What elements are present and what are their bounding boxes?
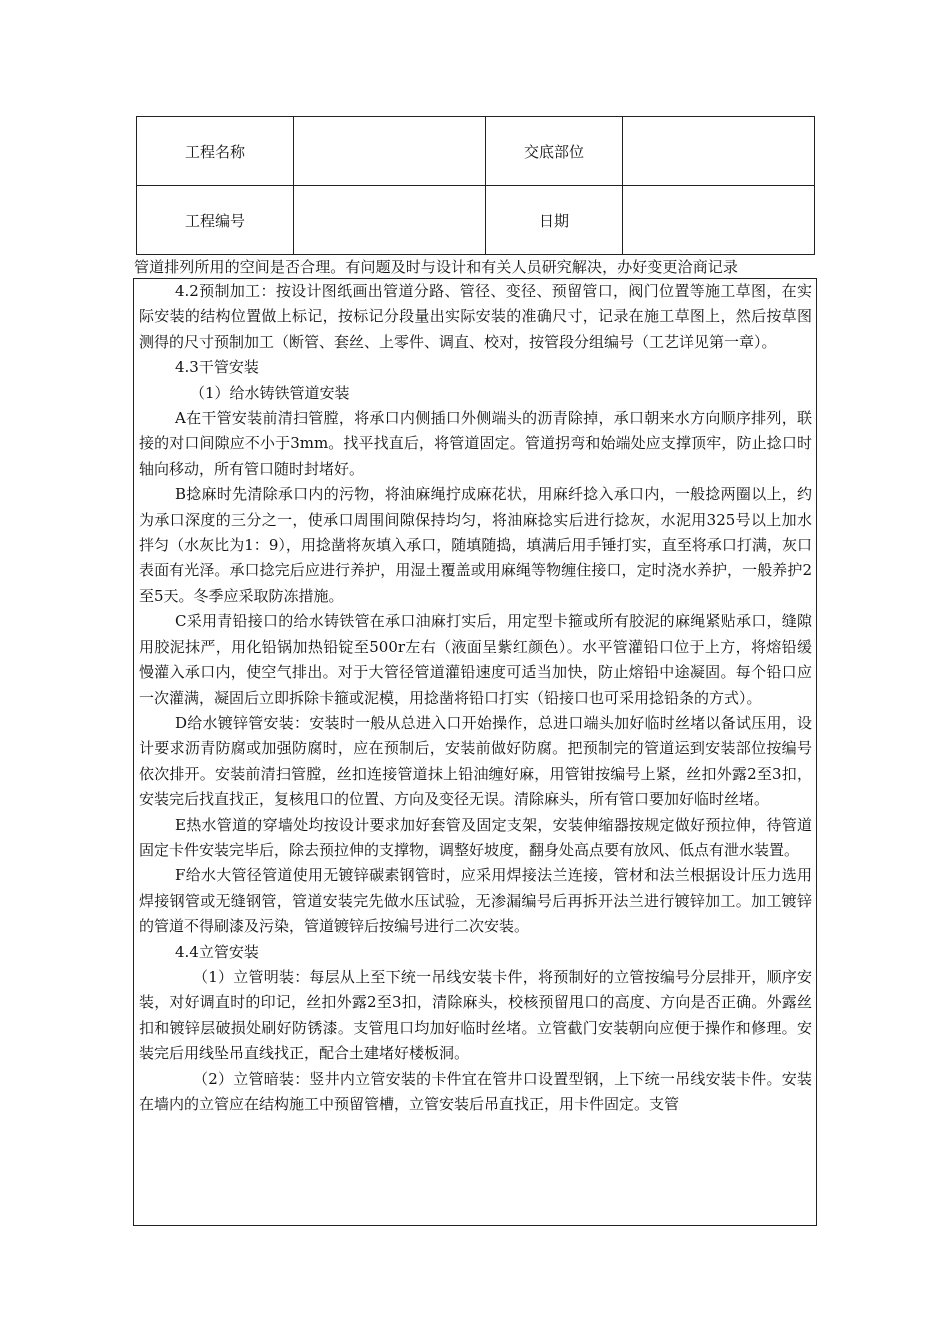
heading-4-4: 4.4立管安装 xyxy=(175,942,259,961)
project-name-value[interactable] xyxy=(294,117,486,186)
heading-4-3: 4.3干管安装 xyxy=(175,358,259,377)
paragraph-f: F给水大管径管道使用无镀锌碳素钢管时，应采用焊接法兰连接，管材和法兰根据设计压力选用焊接钢管或无缝钢管，管道安装完先做水压试验，无渗漏编号后再拆开法兰进行镀锌加工。加工镀锌的管道不得刷漆及污染，管道镀锌后按编号进行二次安装。 xyxy=(139,866,812,936)
project-name-label: 工程名称 xyxy=(137,117,294,186)
paragraph-c: C采用青铅接口的给水铸铁管在承口油麻打实后，用定型卡箍或所有胶泥的麻绳紧贴承口，缝隙用胶泥抹严，用化铅锅加热铅锭至500r左右（液面呈紫红颜色）。水平管灌铅口位于上方，将熔铅缓慢灌入承口内，使空气排出。对于大管径管道灌铅速度可适当加快，防止熔铅中途凝固。每个铅口应一次灌满，凝固后立即拆除卡箍或泥模，用捻凿将铅口打实（铅接口也可采用捻铅条的方式）。 xyxy=(139,612,812,707)
paragraph-riser-concealed: （2）立管暗装：竖井内立管安装的卡件宜在管井口设置型钢，上下统一吊线安装卡件。安装在墙内的立管应在结构施工中预留管槽，立管安装后吊直找正，用卡件固定。支管 xyxy=(139,1069,812,1113)
content-box xyxy=(133,278,817,1226)
project-number-value[interactable] xyxy=(294,186,486,255)
subheading-cast-iron: （1）给水铸铁管道安装 xyxy=(190,383,350,402)
handover-part-label: 交底部位 xyxy=(486,117,623,186)
overflow-text-line: 管道排列所用的空间是否合理。有问题及时与设计和有关人员研究解决，办好变更洽商记录 xyxy=(134,258,739,276)
paragraph-b: B捻麻时先清除承口内的污物，将油麻绳拧成麻花状，用麻纤捻入承口内，一般捻两圈以上，约为承口深度的三分之一，使承口周围间隙保持均匀，将油麻捻实后进行捻灰，水泥用325号以上加水拌匀（水灰比为1：9），用捻凿将灰填入承口，随填随捣，填满后用手锤打实，直至将承口打满，灰口表面有光泽。承口捻完后应进行养护，用湿土覆盖或用麻绳等物缠住接口，定时浇水养护，一般养护2至5天。冬季应采取防冻措施。 xyxy=(139,485,812,605)
paragraph-d: D给水镀锌管安装：安装时一般从总进入口开始操作，总进口端头加好临时丝堵以备试压用，设计要求沥青防腐或加强防腐时，应在预制后，安装前做好防腐。把预制完的管道运到安装部位按编号依次排开。安装前清扫管膛，丝扣连接管道抹上铅油缠好麻，用管钳按编号上紧，丝扣外露2至3扣，安装完后找直找正，复核甩口的位置、方向及变径无误。清除麻头，所有管口要加好临时丝堵。 xyxy=(139,713,812,809)
project-number-label: 工程编号 xyxy=(137,186,294,255)
paragraph-4-2: 4.2预制加工：按设计图纸画出管道分路、管径、变径、预留管口，阀门位置等施工草图，在实际安装的结构位置做上标记，按标记分段量出实际安装的准确尺寸，记录在施工草图上，然后按草图测得的尺寸预制加工（断管、套丝、上零件、调直、校对，按管段分组编号（工艺详见第一章）。 xyxy=(139,282,812,351)
date-label: 日期 xyxy=(486,186,623,255)
handover-part-value[interactable] xyxy=(623,117,815,186)
date-value[interactable] xyxy=(623,186,815,255)
paragraph-a: A在干管安装前清扫管膛，将承口内侧插口外侧端头的沥青除掉，承口朝来水方向顺序排列，联接的对口间隙应不小于3mm。找平找直后，将管道固定。管道拐弯和始端处应支撑顶牢，防止捻口时轴向移动，所有管口随时封堵好。 xyxy=(139,409,812,478)
paragraph-riser-exposed: （1）立管明装：每层从上至下统一吊线安装卡件，将预制好的立管按编号分层排开，顺序安装，对好调直时的印记，丝扣外露2至3扣，清除麻头，校核预留甩口的高度、方向是否正确。外露丝扣和镀锌层破损处刷好防锈漆。支管甩口均加好临时丝堵。立管截门安装朝向应便于操作和修理。安装完后用线坠吊直线找正，配合土建堵好楼板洞。 xyxy=(139,967,812,1063)
paragraph-e: E热水管道的穿墙处均按设计要求加好套管及固定支架，安装伸缩器按规定做好预拉伸，待管道固定卡件安装完毕后，除去预拉伸的支撑物，调整好坡度，翻身处高点要有放风、低点有泄水装置。 xyxy=(139,815,812,859)
header-table xyxy=(136,116,815,255)
